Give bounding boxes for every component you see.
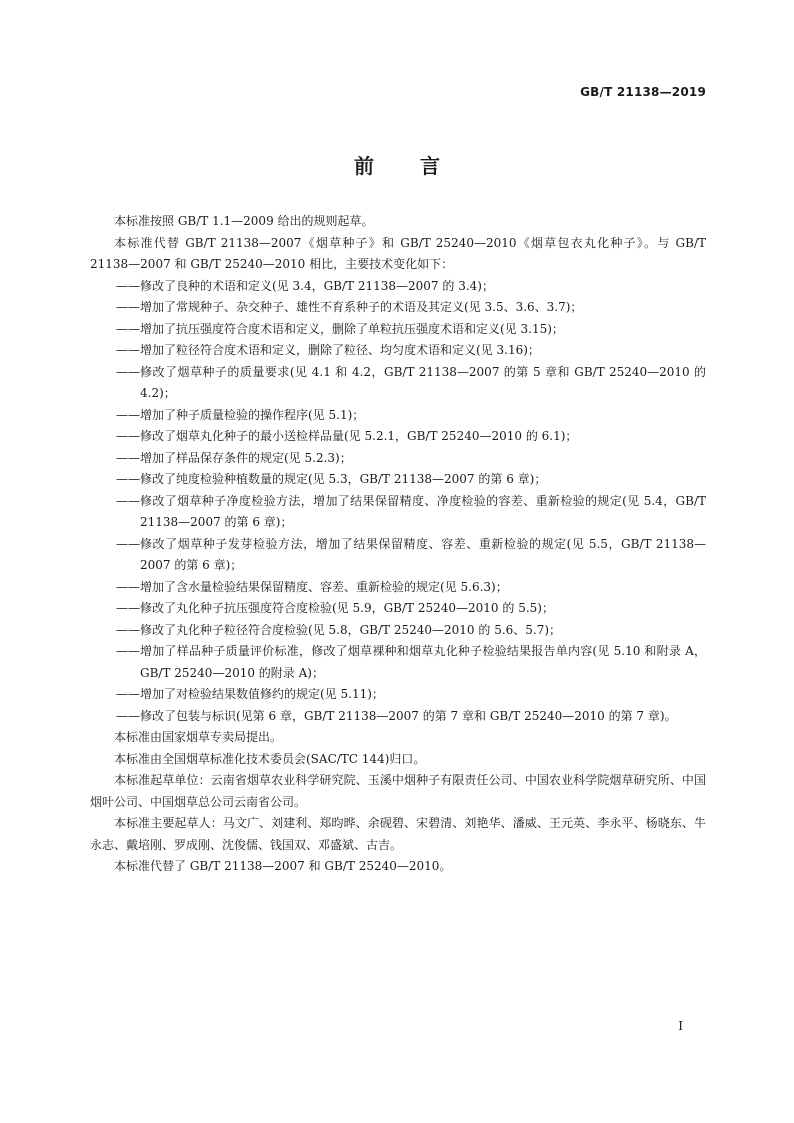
list-item	[116, 426, 706, 448]
list-dash: ——	[116, 644, 140, 658]
closing-paragraph: 本标准由国家烟草专卖局提出。	[114, 730, 283, 744]
list-item	[116, 362, 706, 405]
list-item	[116, 319, 706, 341]
list-item	[116, 534, 706, 577]
list-dash: ——	[116, 407, 140, 422]
list-dash: ——	[116, 364, 140, 379]
list-dash: ——	[116, 536, 140, 551]
closing-paragraph: 本标准由全国烟草标准化技术委员会(SAC/TC 144)归口。	[114, 751, 426, 766]
list-dash: ——	[116, 579, 140, 594]
list-item-text: 增加了种子质量检验的操作程序(见 5.1)；	[140, 407, 365, 422]
intro-paragraph: 本标准按照 GB/T 1.1—2009 给出的规则起草。	[114, 214, 374, 228]
list-dash: ——	[116, 343, 140, 357]
list-dash: ——	[116, 622, 140, 637]
list-dash: ——	[116, 493, 140, 508]
standard-number: GB/T 21138—2019	[580, 85, 706, 99]
list-dash: ——	[116, 278, 140, 293]
list-item	[116, 620, 706, 642]
list-item	[116, 405, 706, 427]
list-item	[116, 469, 706, 491]
list-dash: ——	[116, 708, 140, 723]
list-item	[116, 491, 706, 534]
list-item-text: 修改了丸化种子抗压强度符合度检验(见 5.9，GB/T 25240—2010 的 5.5)；	[140, 601, 554, 615]
list-item	[116, 641, 706, 684]
list-dash: ——	[116, 450, 140, 465]
list-item-text: 增加了样品种子质量评价标准，修改了烟草裸种和烟草丸化种子检验结果报告单内容(见 5.10 和附录 A，GB/T 25240—2010 的附录 A)；	[140, 644, 706, 680]
list-item-text: 增加了抗压强度符合度术语和定义，删除了单粒抗压强度术语和定义(见 3.15)；	[140, 321, 564, 336]
list-item-text: 增加了常规种子、杂交种子、雄性不育系种子的术语及其定义(见 3.5、3.6、3.7)；	[140, 300, 583, 314]
list-item	[116, 598, 706, 620]
list-item-text: 修改了烟草丸化种子的最小送检样品量(见 5.2.1，GB/T 25240—2010 的 6.1)；	[140, 429, 578, 443]
list-dash: ——	[116, 300, 140, 314]
foreword-content	[90, 211, 706, 878]
list-item	[116, 577, 706, 599]
closing-paragraph: 本标准起草单位：云南省烟草农业科学研究院、玉溪中烟种子有限责任公司、中国农业科学院烟草研究所、中国烟叶公司、中国烟草总公司云南省公司。	[90, 773, 706, 809]
change-list	[90, 276, 706, 728]
list-item-text: 增加了粒径符合度术语和定义，删除了粒径、均匀度术语和定义(见 3.16)；	[140, 343, 540, 357]
closing-paragraph: 本标准主要起草人：马文广、刘建利、郑昀晔、余砚碧、宋碧清、刘艳华、潘威、王元英、李永平、杨晓东、牛永志、戴培刚、罗成刚、沈俊儒、钱国双、邓盛斌、古吉。	[90, 816, 706, 852]
intro-paragraph: 本标准代替 GB/T 21138—2007《烟草种子》和 GB/T 25240—2010《烟草包衣丸化种子》。与 GB/T 21138—2007 和 GB/T 25240—2010 相比，主要技术变化如下：	[90, 235, 706, 271]
list-item-text: 增加了对检验结果数值修约的规定(见 5.11)；	[140, 687, 384, 701]
list-item-text: 修改了丸化种子粒径符合度检验(见 5.8，GB/T 25240—2010 的 5.6、5.7)；	[140, 622, 562, 637]
list-item-text: 修改了包装与标识(见第 6 章，GB/T 21138—2007 的第 7 章和 GB/T 25240—2010 的第 7 章)。	[140, 708, 677, 723]
list-dash: ——	[116, 321, 140, 336]
list-item-text: 增加了含水量检验结果保留精度、容差、重新检验的规定(见 5.6.3)；	[140, 579, 508, 594]
list-item-text: 修改了纯度检验种植数量的规定(见 5.3，GB/T 21138—2007 的第 6 章)；	[140, 472, 547, 486]
list-item	[116, 706, 706, 728]
closing-paragraph: 本标准代替了 GB/T 21138—2007 和 GB/T 25240—2010。	[114, 859, 452, 873]
list-item-text: 增加了样品保存条件的规定(见 5.2.3)；	[140, 450, 352, 465]
list-dash: ——	[116, 601, 140, 615]
list-dash: ——	[116, 687, 140, 701]
list-dash: ——	[116, 472, 140, 486]
list-item-text: 修改了烟草种子发芽检验方法，增加了结果保留精度、容差、重新检验的规定(见 5.5，GB/T 21138—2007 的第 6 章)；	[140, 536, 706, 572]
list-item	[116, 340, 706, 362]
page-number: I	[678, 1019, 683, 1033]
list-item	[116, 276, 706, 298]
list-item-text: 修改了烟草种子的质量要求(见 4.1 和 4.2，GB/T 21138—2007 的第 5 章和 GB/T 25240—2010 的 4.2)；	[140, 364, 706, 400]
list-item	[116, 684, 706, 706]
list-item-text: 修改了良种的术语和定义(见 3.4，GB/T 21138—2007 的 3.4)；	[140, 278, 494, 293]
list-item	[116, 297, 706, 319]
list-item-text: 修改了烟草种子净度检验方法，增加了结果保留精度、净度检验的容差、重新检验的规定(见 5.4，GB/T 21138—2007 的第 6 章)；	[140, 493, 706, 529]
list-dash: ——	[116, 429, 140, 443]
page-title: 前言	[354, 154, 486, 178]
list-item	[116, 448, 706, 470]
